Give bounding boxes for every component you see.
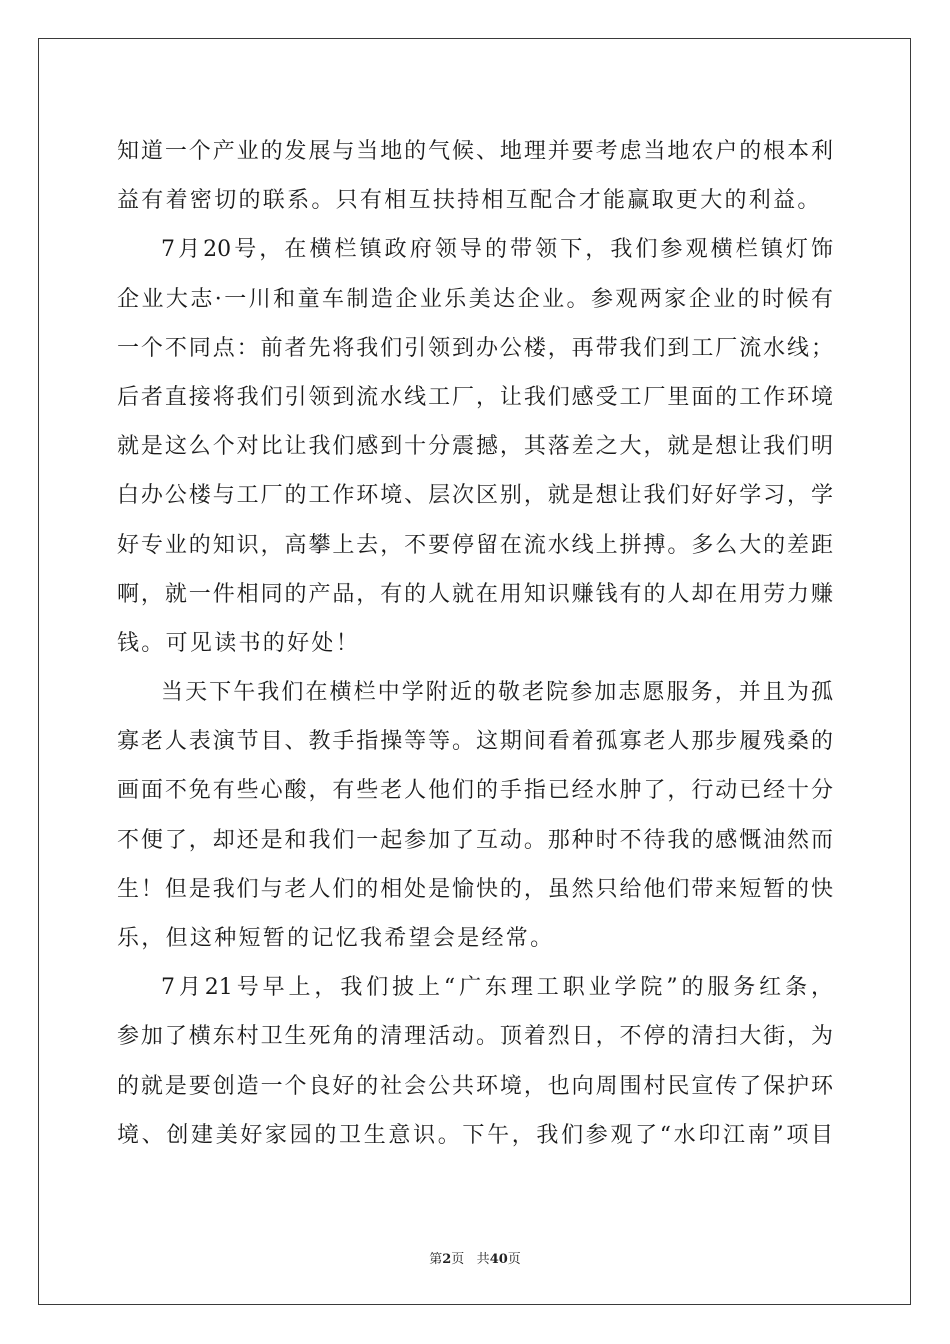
text-line: 的就是要创造一个良好的社会公共环境，也向周围村民宣传了保护环	[117, 1073, 833, 1099]
text-line: 企业大志·一川和童车制造企业乐美达企业。参观两家企业的时候有	[117, 286, 833, 312]
text-line: 就是这么个对比让我们感到十分震撼，其落差之大，就是想让我们明	[117, 434, 833, 460]
text-line: 白办公楼与工厂的工作环境、层次区别，就是想让我们好好学习，学	[117, 483, 833, 509]
page-number: 2	[442, 1252, 452, 1267]
total-prefix: 共	[476, 1252, 490, 1267]
total-pages: 40	[489, 1252, 508, 1267]
text-line: 好专业的知识，高攀上去，不要停留在流水线上拼搏。多么大的差距	[117, 532, 833, 558]
text-line: 啊，就一件相同的产品，有的人就在用知识赚钱有的人却在用劳力赚	[117, 581, 833, 607]
text-line: 知道一个产业的发展与当地的气候、地理并要考虑当地农户的根本利	[117, 139, 833, 164]
text-line: 当天下午我们在横栏中学附近的敬老院参加志愿服务，并且为孤	[161, 680, 833, 706]
text-line: 画面不免有些心酸，有些老人他们的手指已经水肿了，行动已经十分	[117, 778, 833, 804]
text-line: 后者直接将我们引领到流水线工厂，让我们感受工厂里面的工作环境	[117, 384, 833, 410]
text-line: 不便了，却还是和我们一起参加了互动。那种时不待我的感慨油然而	[117, 827, 833, 853]
text-line: 一个不同点：前者先将我们引领到办公楼，再带我们到工厂流水线；	[117, 335, 833, 361]
page-footer	[0, 1248, 950, 1267]
page-prefix: 第	[429, 1252, 443, 1267]
text-line: 寡老人表演节目、教手指操等等。这期间看着孤寡老人那步履残桑的	[117, 729, 833, 755]
text-line: 7月21号早上，我们披上“广东理工职业学院”的服务红条，	[161, 975, 833, 1001]
text-line: 参加了横东村卫生死角的清理活动。顶着烈日，不停的清扫大街，为	[117, 1024, 833, 1050]
text-line: 境、创建美好家园的卫生意识。下午，我们参观了“水印江南”项目	[117, 1122, 833, 1148]
text-line: 7月20号，在横栏镇政府领导的带领下，我们参观横栏镇灯饰	[161, 237, 833, 263]
text-line: 益有着密切的联系。只有相互扶持相互配合才能赢取更大的利益。	[117, 188, 822, 214]
page-suffix: 页	[451, 1252, 465, 1267]
total-suffix: 页	[507, 1252, 521, 1267]
text-line: 生！但是我们与老人们的相处是愉快的，虽然只给他们带来短暂的快	[117, 876, 833, 902]
text-line: 钱。可见读书的好处！	[117, 630, 361, 656]
document-body	[117, 127, 833, 1160]
text-line: 乐，但这种短暂的记忆我希望会是经常。	[117, 926, 555, 951]
